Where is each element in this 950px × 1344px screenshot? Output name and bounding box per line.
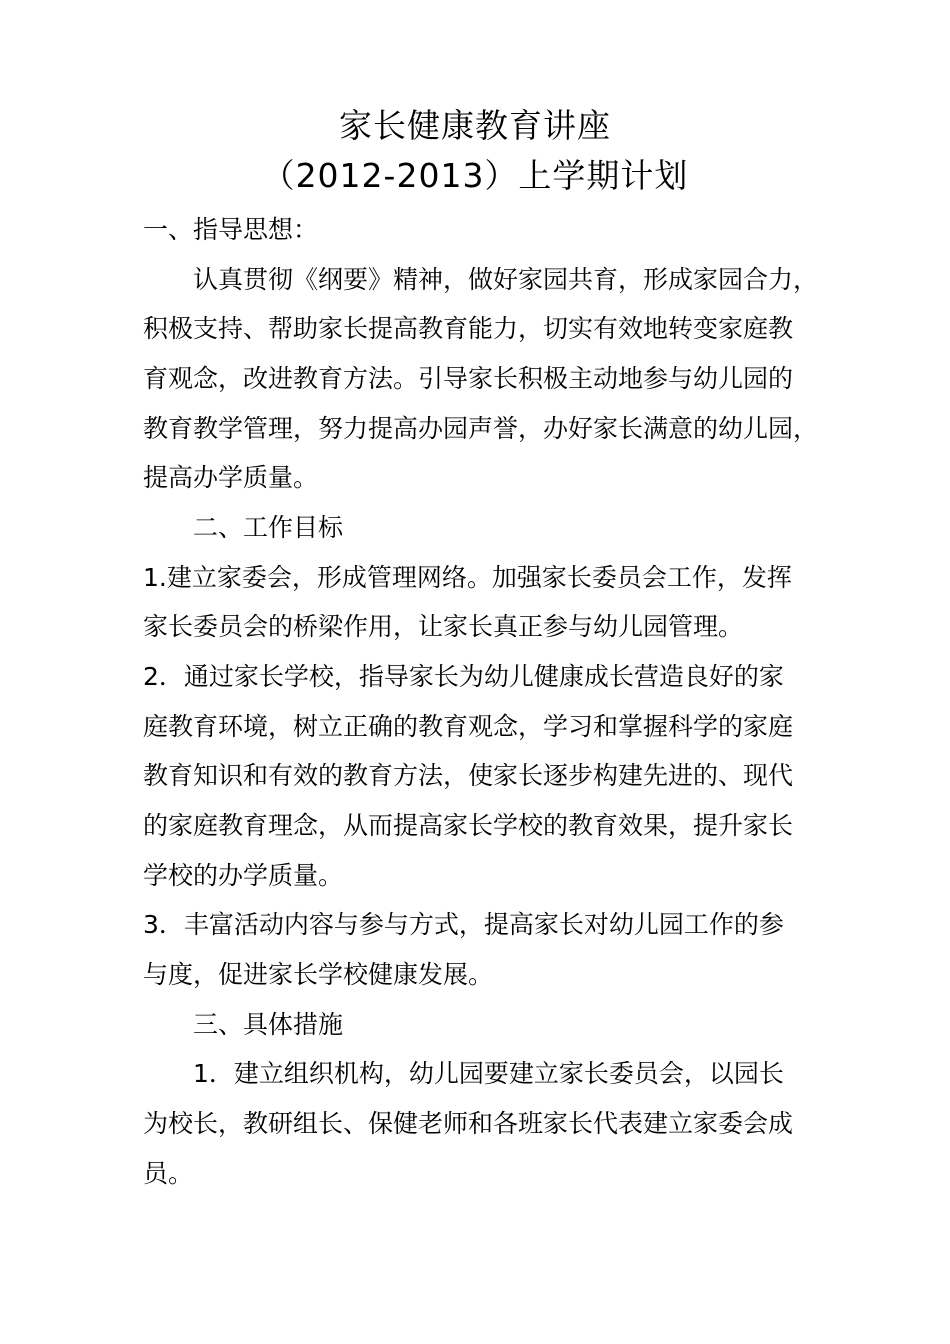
paragraph-line: 育观念，改进教育方法。引导家长积极主动地参与幼儿园的 <box>143 364 794 393</box>
paragraph-line: 3．丰富活动内容与参与方式，提高家长对幼儿园工作的参 <box>143 910 784 939</box>
section-heading-specific-measures: 三、具体措施 <box>193 1010 344 1039</box>
paragraph-line: 教育知识和有效的教育方法，使家长逐步构建先进的、现代 <box>143 761 794 790</box>
paragraph-line: 家长委员会的桥梁作用，让家长真正参与幼儿园管理。 <box>143 612 744 641</box>
section-heading-work-goals: 二、工作目标 <box>193 513 344 542</box>
document-subtitle: （2012-2013）上学期计划 <box>261 156 689 195</box>
paragraph-line: 1.建立家委会，形成管理网络。加强家长委员会工作，发挥 <box>143 563 792 592</box>
paragraph-line: 认真贯彻《纲要》精神，做好家园共育，形成家园合力， <box>193 265 819 294</box>
paragraph-line: 学校的办学质量。 <box>143 861 344 890</box>
paragraph-line: 提高办学质量。 <box>143 463 319 492</box>
paragraph-line: 庭教育环境，树立正确的教育观念，学习和掌握科学的家庭 <box>143 712 794 741</box>
paragraph-line: 与度，促进家长学校健康发展。 <box>143 960 494 989</box>
paragraph-line: 积极支持、帮助家长提高教育能力，切实有效地转变家庭教 <box>143 314 794 343</box>
paragraph-line: 为校长，教研组长、保健老师和各班家长代表建立家委会成 <box>143 1109 794 1138</box>
paragraph-line: 员。 <box>143 1159 194 1188</box>
section-heading-guiding-ideology: 一、指导思想： <box>143 215 319 244</box>
paragraph-line: 教育教学管理，努力提高办园声誉，办好家长满意的幼儿园， <box>143 414 819 443</box>
paragraph-line: 1．建立组织机构，幼儿园要建立家长委员会，以园长 <box>193 1059 784 1088</box>
paragraph-line: 的家庭教育理念，从而提高家长学校的教育效果，提升家长 <box>143 811 794 840</box>
paragraph-line: 2．通过家长学校，指导家长为幼儿健康成长营造良好的家 <box>143 662 784 691</box>
document-title: 家长健康教育讲座 <box>339 106 611 145</box>
